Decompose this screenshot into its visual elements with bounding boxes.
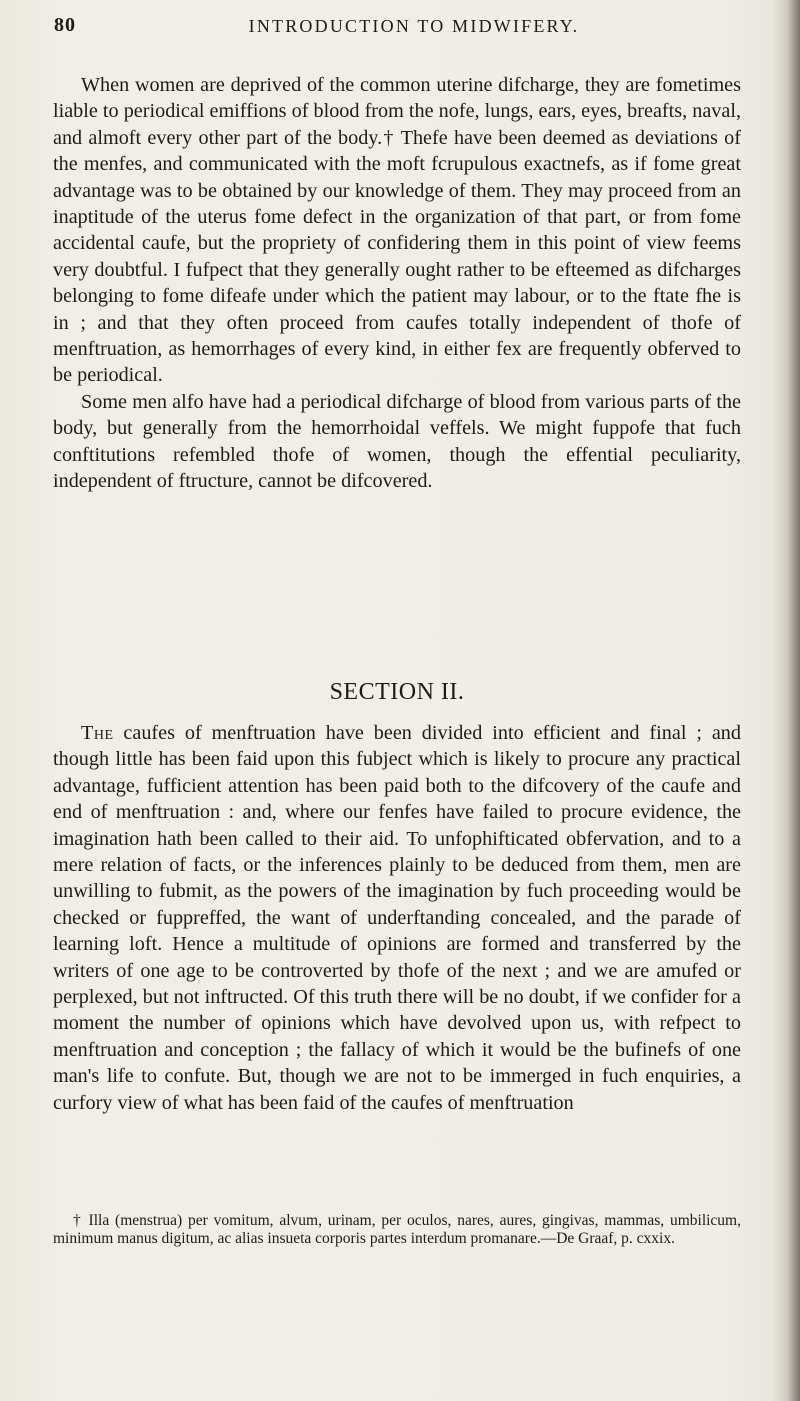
page-number: 80 bbox=[54, 14, 76, 36]
paragraph-causes-of-menstruation bbox=[53, 720, 741, 1116]
paragraph-body: caufes of menftruation have been divided into efficient and final ; and though little has been faid upon this fubject which is likely to procure any practical advantage, fufficient attention has been paid both to the difcovery of the caufe and end of menftruation : and, where our fenfes have failed to procure evidence, the imagination hath been called to their aid. To unfophifticated obfervation, and to a mere relation of facts, or the inferences plainly to be deduced from them, men are unwilling to fubmit, as the powers of the imagination by fuch proceeding would be checked or fuppreffed, the want of underftanding concealed, and the parade of learning loft. Hence a multitude of opinions are formed and transferred by the writers of one age to be controverted by thofe of the next ; and we are amufed or perplexed, but not inftructed. Of this truth there will be no doubt, if we confider for a moment the number of opinions which have devolved upon us, with refpect to menftruation and conception ; the fallacy of which it would be the bufinefs of one man's life to confute. But, though we are not to be immerged in fuch enquiries, a curfory view of what has been faid of the caufes of menftruation bbox=[53, 722, 741, 1114]
body-text-top bbox=[53, 72, 741, 495]
footnote-text: † Illa (menstrua) per vomitum, alvum, urinam, per oculos, nares, aures, gingivas, mammas, umbilicum, minimum manus digitum, ac alias insueta corporis partes interdum promanare.—De Graaf, p. cxxix. bbox=[53, 1212, 741, 1247]
footnote bbox=[53, 1212, 741, 1247]
body-text-section bbox=[53, 720, 741, 1116]
paragraph-men-discharge: Some men alfo have had a periodical difcharge of blood from various parts of the body, but generally from the hemorrhoidal veffels. We might fuppofe that fuch conftitutions refembled thofe of women, though the effential peculiarity, independent of ftructure, cannot be difcovered. bbox=[53, 390, 741, 493]
page-edge-shadow bbox=[772, 0, 800, 1401]
paragraph-vicarious-menstruation: When women are deprived of the common uterine difcharge, they are fometimes liable to periodical emiffions of blood from the nofe, lungs, ears, eyes, breafts, naval, and almoft every other part of the body.† Thefe have been deemed as deviations of the menfes, and communicated with the moft fcrupulous exactnefs, as if fome great advantage was to be obtained by our knowledge of them. They may proceed from an inaptitude of the uterus fome defect in the organization of that part, or from fome accidental caufe, but the propriety of confidering them in this point of view feems very doubtful. I fufpect that they generally ought rather to be efteemed as difcharges belonging to fome difeafe under which the patient may labour, or to the ftate fhe is in ; and that they often proceed from caufes totally independent of thofe of menftruation, as hemorrhages of every kind, in either fex are frequently obferved to be periodical. bbox=[53, 74, 741, 387]
page-header bbox=[54, 14, 744, 42]
running-head: INTRODUCTION TO MIDWIFERY. bbox=[248, 16, 580, 36]
section-heading: SECTION II. bbox=[329, 679, 465, 705]
paragraph-lead-word: The bbox=[81, 722, 114, 744]
